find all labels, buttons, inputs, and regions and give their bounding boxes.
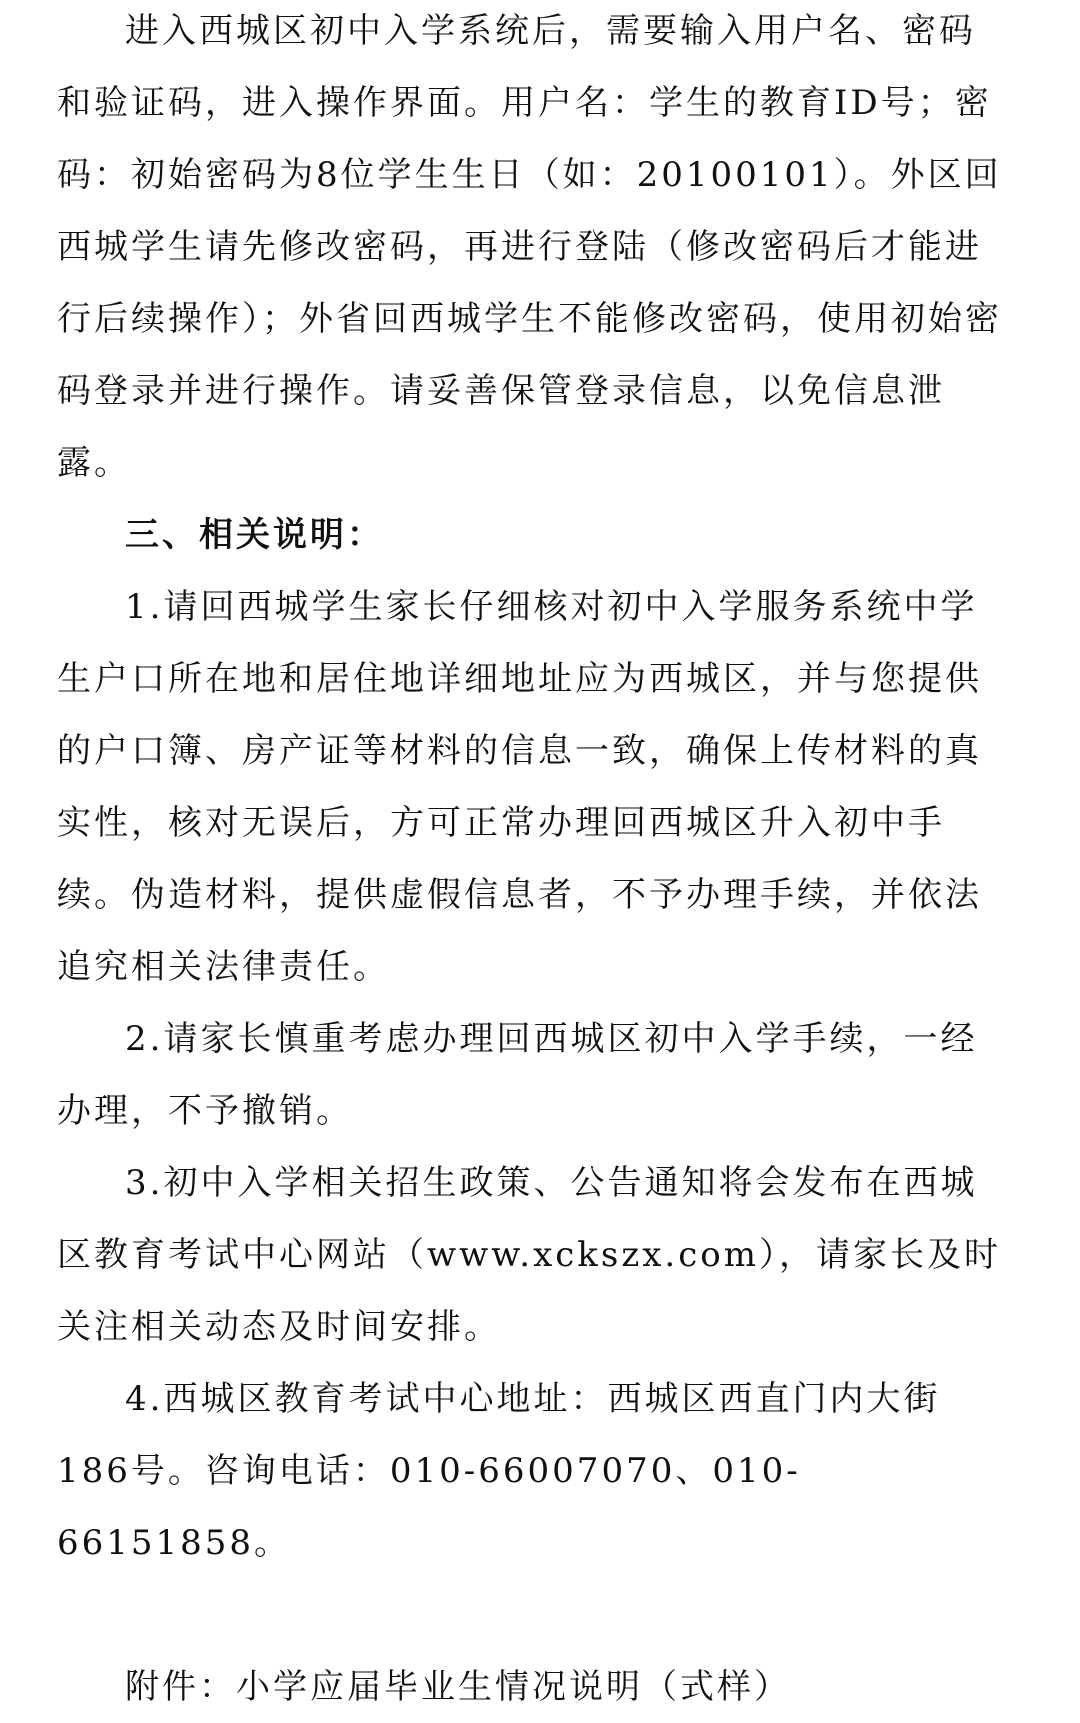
attachment-line: 附件：小学应届毕业生情况说明（式样） <box>125 1667 791 1707</box>
note-item-2: 2.请家长慎重考虑办理回西城区初中入学手续，一经办理，不予撤销。 <box>57 1019 978 1131</box>
intro-paragraph: 进入西城区初中入学系统后，需要输入用户名、密码和验证码，进入操作界面。用户名：学生的教育ID号；密码：初始密码为8位学生生日（如：20100101）。外区回西城学生请先修改密码，再进行登陆（修改密码后才能进行后续操作）；外省回西城学生不能修改密码，使用初始密码登录并进行操作。请妥善保管登录信息，以免信息泄露。 <box>57 11 1002 483</box>
note-item-4: 4.西城区教育考试中心地址：西城区西直门内大街186号。咨询电话：010-66007070、010-66151858。 <box>57 1379 941 1563</box>
note-item-1: 1.请回西城学生家长仔细核对初中入学服务系统中学生户口所在地和居住地详细地址应为西城区，并与您提供的户口簿、房产证等材料的信息一致，确保上传材料的真实性，核对无误后，方可正常办理回西城区升入初中手续。伪造材料，提供虚假信息者，不予办理手续，并依法追究相关法律责任。 <box>57 587 982 987</box>
note-item-3: 3.初中入学相关招生政策、公告通知将会发布在西城区教育考试中心网站（www.xckszx.com），请家长及时关注相关动态及时间安排。 <box>57 1163 1001 1347</box>
section-heading: 三、相关说明： <box>125 515 384 555</box>
blank-line <box>57 1579 1010 1651</box>
